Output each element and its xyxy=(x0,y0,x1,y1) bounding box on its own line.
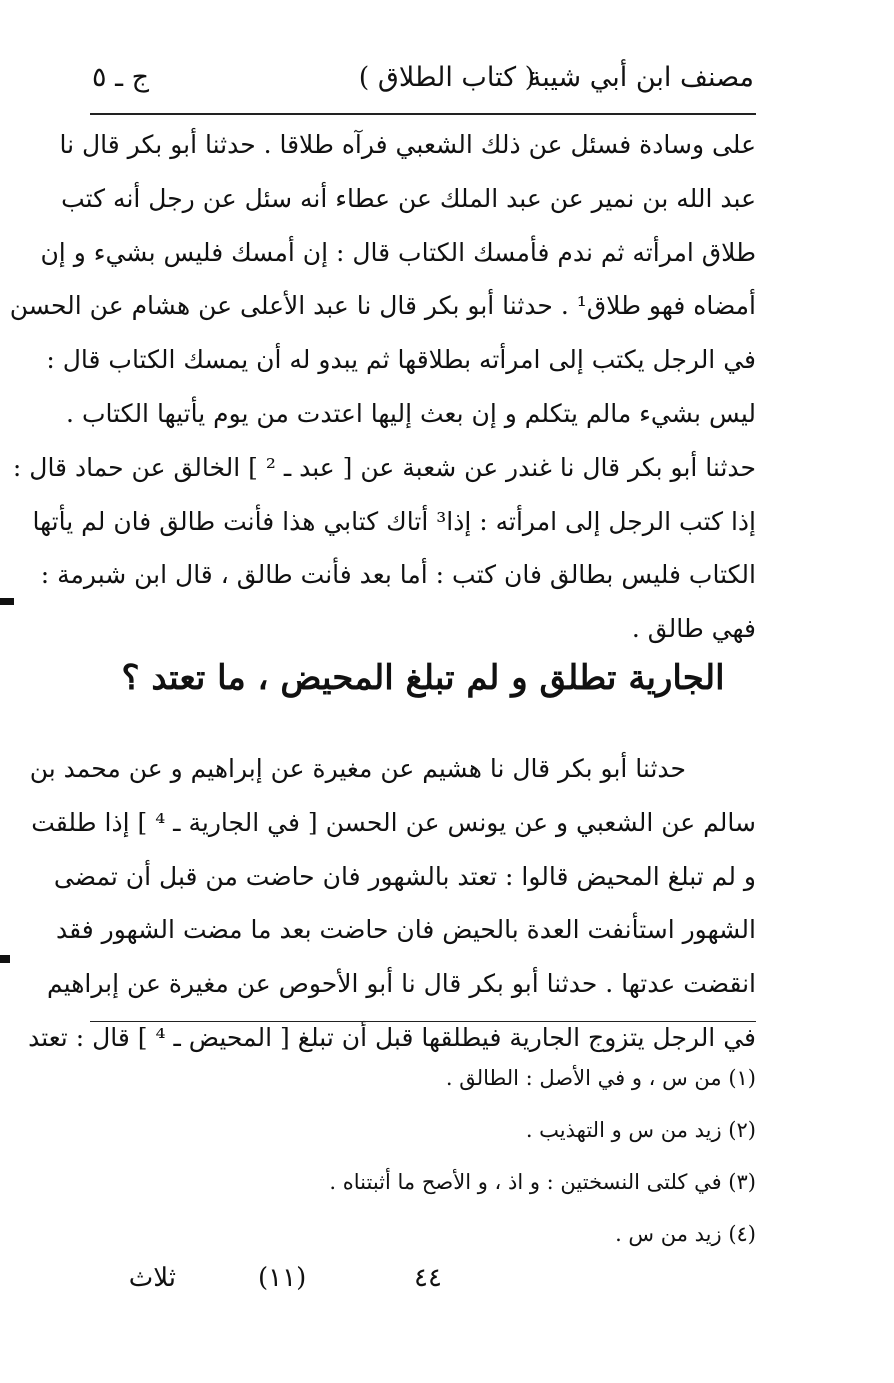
footnote: (٢) زيد من س و التهذيب . xyxy=(525,1118,756,1142)
volume-number: ج ـ ٥ xyxy=(92,62,150,93)
text-line: و لم تبلغ المحيض قالوا : تعتد بالشهور فان حاضت من قبل أن تمضى xyxy=(53,861,756,891)
signature-word: ثلاث xyxy=(128,1263,176,1293)
footnotes xyxy=(200,1052,756,1260)
footnote-rule xyxy=(90,1021,756,1022)
text-line: أمضاه فهو طلاق¹ . حدثنا أبو بكر قال نا عبد الأعلى عن هشام عن الحسن xyxy=(9,291,756,321)
text-line: الشهور استأنفت العدة بالحيض فان حاضت بعد ما مضت الشهور فقد xyxy=(55,915,756,945)
sheet-number: (١١) xyxy=(258,1263,307,1293)
footnote: (٣) في كلتى النسختين : و اذ ، و الأصح ما أثبتناه . xyxy=(329,1170,756,1194)
main-paragraph-1 xyxy=(9,118,756,656)
text-line: حدثنا أبو بكر قال نا غندر عن شعبة عن [ عبد ـ ² ] الخالق عن حماد قال : xyxy=(12,452,756,482)
scan-edge-mark xyxy=(0,955,10,963)
text-line: انقضت عدتها . حدثنا أبو بكر قال نا أبو الأحوص عن مغيرة عن إبراهيم xyxy=(47,969,756,999)
book-title: مصنف ابن أبي شيبة xyxy=(527,62,754,93)
section-heading: الجارية تطلق و لم تبلغ المحيض ، ما تعتد ؟ xyxy=(121,658,725,698)
text-line: في الرجل يكتب إلى امرأته بطلاقها ثم يبدو له أن يمسك الكتاب قال : xyxy=(46,345,756,375)
footnote: (١) من س ، و في الأصل : الطالق . xyxy=(445,1066,756,1090)
header-rule xyxy=(90,113,756,115)
footnote: (٤) زيد من س . xyxy=(615,1222,756,1246)
text-line: الكتاب فليس بطالق فان كتب : أما بعد فأنت طالق ، قال ابن شبرمة : xyxy=(40,560,756,590)
text-line: فهي طالق . xyxy=(631,614,756,644)
text-line: ليس بشيء مالم يتكلم و إن بعث إليها اعتدت من يوم يأتيها الكتاب . xyxy=(66,398,756,428)
main-paragraph-2 xyxy=(28,742,756,1065)
text-line: عبد الله بن نمير عن عبد الملك عن عطاء أنه سئل عن رجل أنه كتب xyxy=(61,183,756,213)
page-number: ٤٤ xyxy=(414,1263,442,1293)
scan-edge-mark xyxy=(0,598,14,605)
text-line: في الرجل يتزوج الجارية فيطلقها قبل أن تبلغ [ المحيض ـ ⁴ ] قال : تعتد xyxy=(28,1022,756,1052)
text-line: حدثنا أبو بكر قال نا هشيم عن مغيرة عن إبراهيم و عن محمد بن xyxy=(29,754,686,783)
text-line: طلاق امرأته ثم ندم فأمسك الكتاب قال : إن أمسك فليس بشيء و إن xyxy=(40,237,756,267)
text-line: على وسادة فسئل عن ذلك الشعبي فرآه طلاقا . حدثنا أبو بكر قال نا xyxy=(59,130,756,159)
text-line: سالم عن الشعبي و عن يونس عن الحسن [ في الجارية ـ ⁴ ] إذا طلقت xyxy=(31,807,756,837)
text-line: إذا كتب الرجل إلى امرأته : إذا³ أتاك كتابي هذا فأنت طالق فان لم يأتها xyxy=(32,506,756,536)
chapter-title: ( كتاب الطلاق ) xyxy=(358,62,536,93)
